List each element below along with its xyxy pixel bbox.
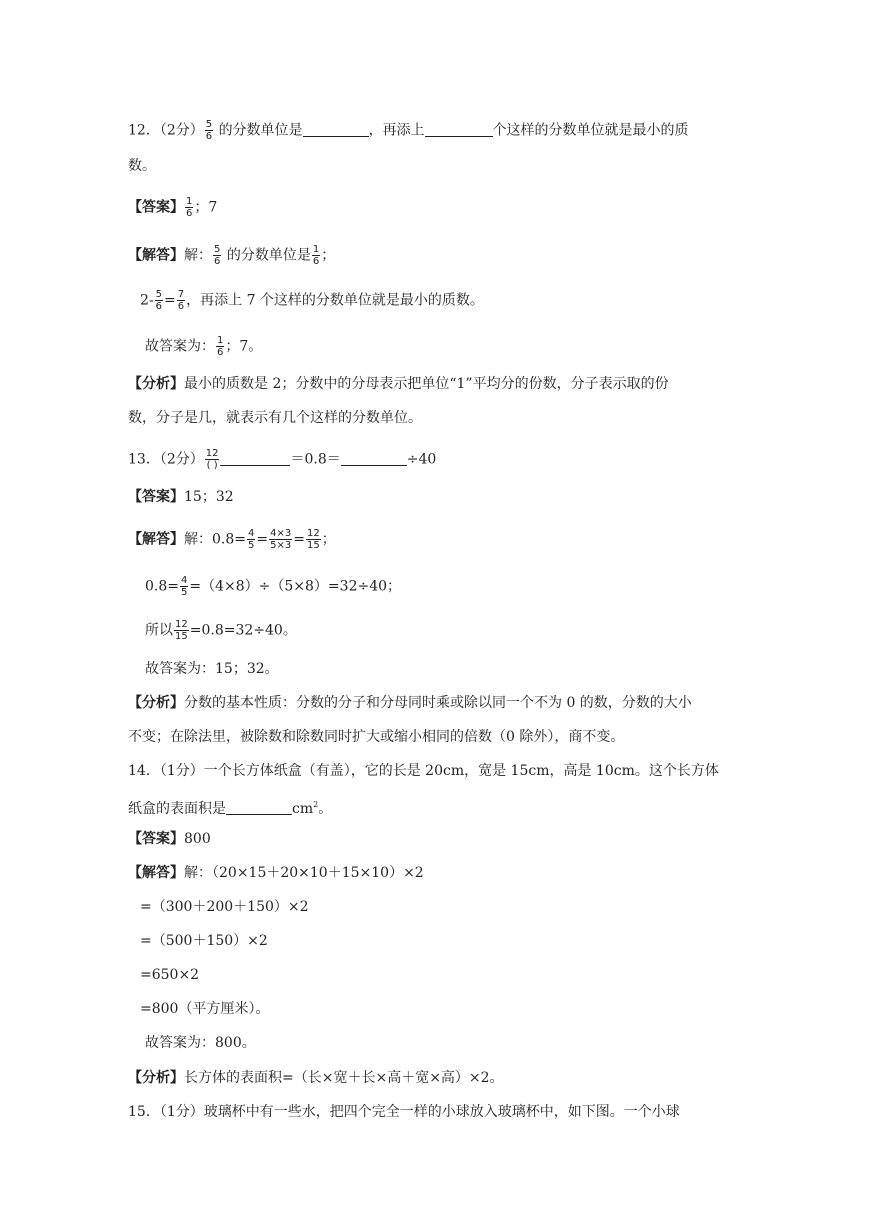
q12-fraction: $\frac{5}{6}$ — [205, 119, 213, 142]
q13-blank-2[interactable] — [341, 449, 407, 466]
q14-answer: 【答案】800 — [128, 831, 211, 847]
q12-analysis: 【分析】最小的质数是 2；分数中的分母表示把单位“1”平均分的份数，分子表示取的份 — [128, 376, 669, 392]
q14-explain-line2: =（300＋200＋150）×2 — [140, 899, 309, 915]
q13-explain-line3: 所以 $\frac{12}{15}$ =0.8=32÷40。 — [145, 619, 297, 642]
q14-explain-line3: =（500＋150）×2 — [140, 933, 268, 949]
q12-analysis-line2: 数，分子是几，就表示有几个这样的分数单位。 — [128, 410, 422, 426]
q14-explain-line5: =800（平方厘米）。 — [140, 1001, 270, 1017]
q13-explain-line2: 0.8= $\frac{4}{5}$ =（4×8）÷（5×8）=32÷40； — [145, 575, 402, 598]
q12-stem: 12．（2分） $\frac{5}{6}$ 的分数单位是 ，再添上 个这样的分数单位就是最小的质 — [128, 119, 689, 142]
q13-analysis: 【分析】分数的基本性质：分数的分子和分母同时乘或除以同一个不为 0 的数，分数的大小 — [128, 695, 692, 711]
q14-final: 故答案为：800。 — [145, 1035, 256, 1051]
q12-explain-line2: 2- $\frac{5}{6}$ = $\frac{7}{6}$ ，再添上 7 个这样的分数单位就是最小的质数。 — [140, 289, 484, 312]
q14-stem: 14．（1分）一个长方体纸盒（有盖），它的长是 20cm，宽是 15cm，高是 10cm。这个长方体 — [128, 763, 719, 779]
q12-blank-1[interactable] — [303, 120, 369, 137]
q13-fraction: $\frac{12}{( )}$ — [205, 448, 219, 471]
q12-answer: 【答案】 $\frac{1}{6}$ ；7 — [128, 196, 218, 219]
q13-blank-1[interactable] — [220, 449, 290, 466]
q13-explain: 【解答】解：0.8= $\frac{4}{5}$ = $\frac{4\times 3}{5\times 3}$ = $\frac{12}{15}$ ； — [128, 528, 336, 551]
q12-stem-line2: 数。 — [128, 158, 156, 174]
q13-answer: 【答案】15；32 — [128, 489, 234, 505]
q15-stem: 15．（1分）玻璃杯中有一些水，把四个完全一样的小球放入玻璃杯中，如下图。一个小球 — [128, 1104, 680, 1120]
q14-explain: 【解答】解：（20×15＋20×10＋15×10）×2 — [128, 865, 424, 881]
q13-stem: 13．（2分） $\frac{12}{( )}$ ＝0.8＝ ÷40 — [128, 448, 437, 471]
q13-final: 故答案为：15；32。 — [145, 661, 279, 677]
q14-blank[interactable] — [226, 798, 292, 815]
q14-explain-line4: =650×2 — [140, 967, 200, 983]
q14-analysis: 【分析】长方体的表面积=（长×宽＋长×高＋宽×高）×2。 — [128, 1070, 504, 1086]
q12-explain: 【解答】解： $\frac{5}{6}$ 的分数单位是 $\frac{1}{6}$ ； — [128, 244, 336, 267]
q12-final: 故答案为： $\frac{1}{6}$ ；7。 — [145, 335, 263, 358]
q12-blank-2[interactable] — [425, 120, 493, 137]
q14-stem-line2: 纸盒的表面积是 $cm^2$。 — [128, 800, 333, 817]
q13-analysis-line2: 不变；在除法里，被除数和除数同时扩大或缩小相同的倍数（0 除外），商不变。 — [128, 729, 625, 745]
